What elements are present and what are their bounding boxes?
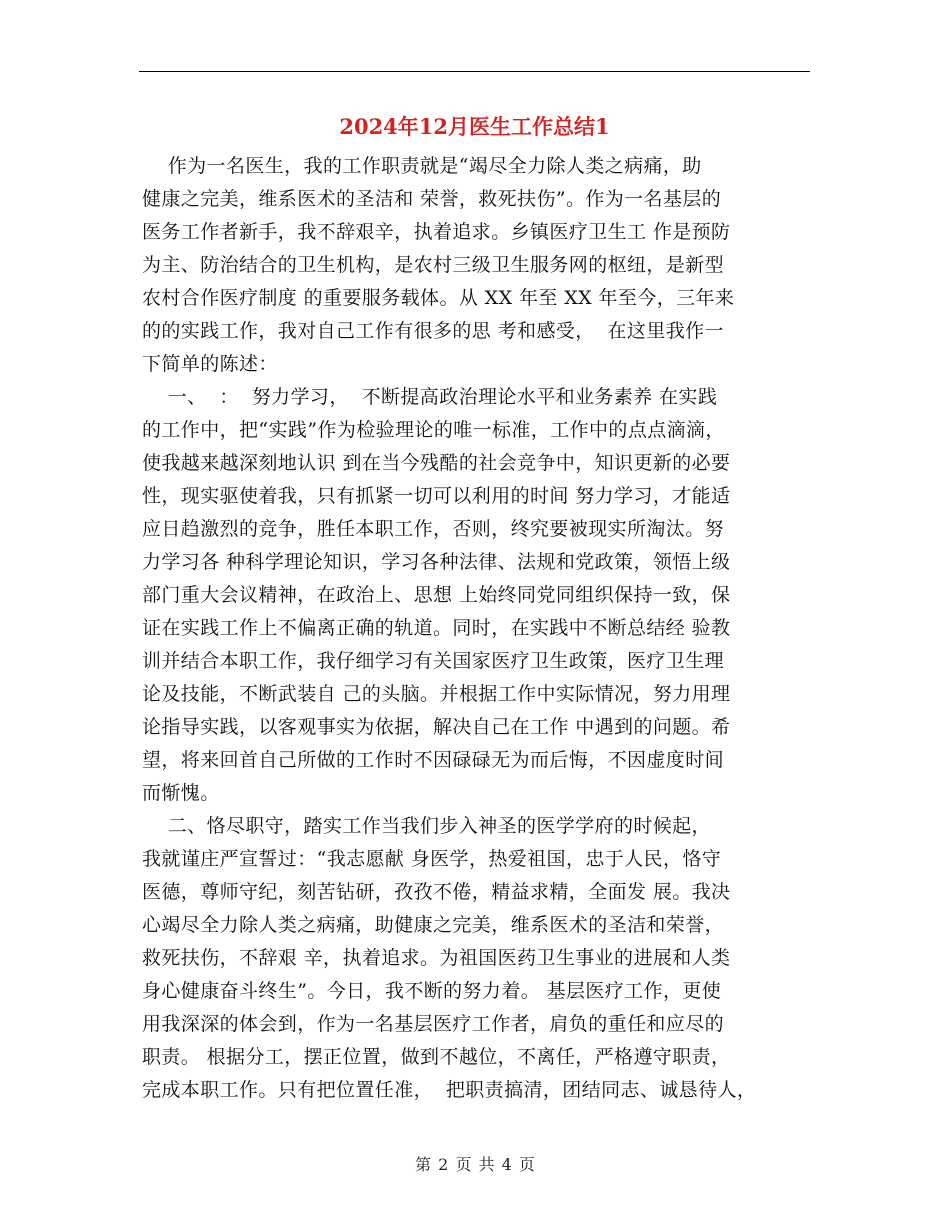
- body-line: 一、 ： 努力学习， 不断提高政治理论水平和业务素养 在实践: [142, 386, 718, 408]
- body-line: 的的实践工作，我对自己工作有很多的思 考和感受， 在这里我作一: [142, 320, 724, 342]
- body-line: 力学习各 种科学理论知识，学习各种法律、法规和党政策，领悟上级: [142, 551, 731, 573]
- body-line: 心竭尽全力除人类之病痛，助健康之完美，维系医术的圣洁和荣誉，: [142, 914, 725, 936]
- body-line: 二、恪尽职守，踏实工作当我们步入神圣的医学学府的时候起，: [142, 815, 711, 837]
- body-line: 训并结合本职工作，我仔细学习有关国家医疗卫生政策，医疗卫生理: [142, 650, 725, 672]
- body-line: 论指导实践，以客观事实为依据，解决自己在工作 中遇到的问题。希: [142, 716, 731, 738]
- page-footer: 第 2 页 共 4 页: [415, 1155, 535, 1174]
- body-line: 职责。 根据分工，摆正位置，做到不越位，不离任，严格遵守职责，: [142, 1046, 731, 1068]
- body-line: 望，将来回首自己所做的工作时不因碌碌无为而后悔，不因虚度时间: [142, 749, 725, 771]
- body-line: 下简单的陈述：: [142, 353, 278, 375]
- body-line: 医德，尊师守纪，刻苦钻研，孜孜不倦，精益求精，全面发 展。我决: [142, 881, 731, 903]
- body-line: 我就谨庄严宣誓过：“我志愿献 身医学，热爱祖国，忠于人民，恪守: [142, 848, 722, 870]
- body-line: 用我深深的体会到，作为一名基层医疗工作者，肩负的重任和应尽的: [142, 1013, 725, 1035]
- body-line: 部门重大会议精神，在政治上、思想 上始终同党同组织保持一致，保: [142, 584, 731, 606]
- body-line: 为主、防治结合的卫生机构，是农村三级卫生服务网的枢纽，是新型: [142, 254, 725, 276]
- body-line: 身心健康奋斗终生”。今日，我不断的努力着。 基层医疗工作，更使: [142, 980, 722, 1002]
- document-title: 2024年12月医生工作总结1: [339, 114, 610, 139]
- body-line: 性，现实驱使着我，只有抓紧一切可以利用的时间 努力学习，才能适: [142, 485, 731, 507]
- header-rule: [139, 71, 810, 72]
- body-line: 的工作中，把“实践”作为检验理论的唯一标准，工作中的点点滴滴，: [142, 419, 725, 441]
- body-line: 应日趋激烈的竞争，胜任本职工作，否则，终究要被现实所淘汰。努: [142, 518, 725, 540]
- body-line: 医务工作者新手，我不辞艰辛，执着追求。乡镇医疗卫生工 作是预防: [142, 221, 731, 243]
- body-line: 农村合作医疗制度 的重要服务载体。从 XX 年至 XX 年至今，三年来: [142, 287, 735, 309]
- body-line: 作为一名医生，我的工作职责就是“竭尽全力除人类之病痛，助: [142, 155, 702, 177]
- body-line: 证在实践工作上不偏离正确的轨道。同时，在实践中不断总结经 验教: [142, 617, 731, 639]
- body-line: 完成本职工作。只有把位置任准， 把职责搞清，团结同志、诚恳待人，: [142, 1079, 757, 1101]
- body-line: 健康之完美，维系医术的圣洁和 荣誉，救死扶伤”。作为一名基层的: [142, 188, 722, 210]
- body-line: 救死扶伤，不辞艰 辛，执着追求。为祖国医药卫生事业的进展和人类: [142, 947, 731, 969]
- body-line: 而惭愧。: [142, 782, 220, 804]
- body-line: 论及技能，不断武装自 己的头脑。并根据工作中实际情况，努力用理: [142, 683, 731, 705]
- body-line: 使我越来越深刻地认识 到在当今残酷的社会竞争中，知识更新的必要: [142, 452, 731, 474]
